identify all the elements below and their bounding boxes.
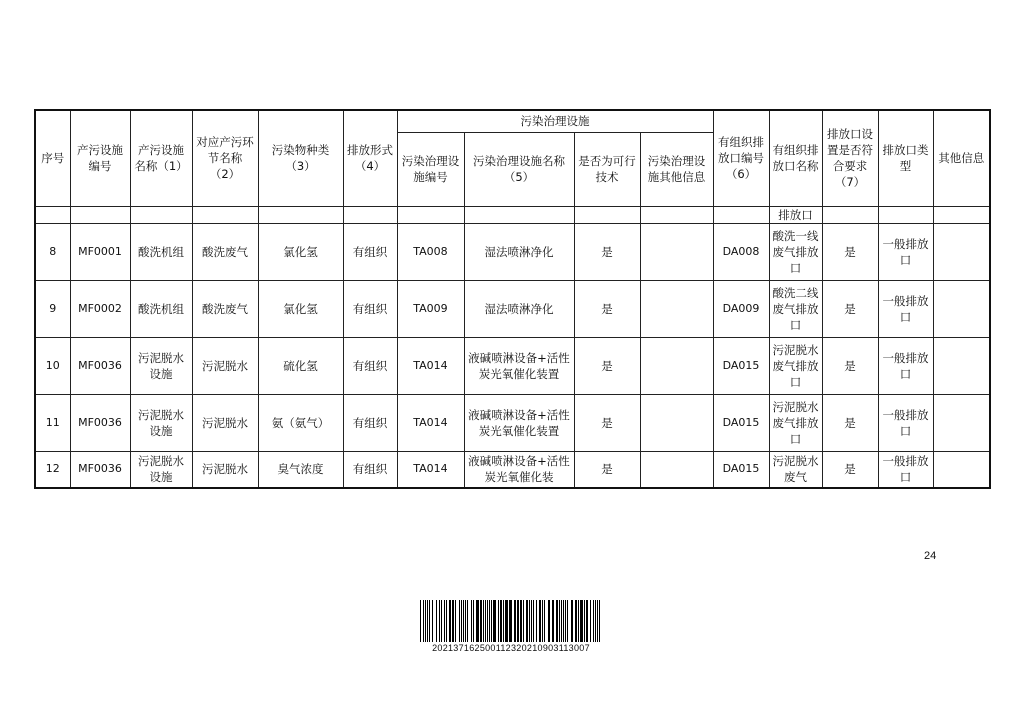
cell-pollutant: 氯化氢 <box>258 280 343 337</box>
header-facility-id: 产污设施编号 <box>70 110 130 206</box>
table-row <box>35 223 990 280</box>
cell-pollutant: 氯化氢 <box>258 223 343 280</box>
cell-process: 污泥脱水 <box>192 394 258 451</box>
cell-treat-other <box>640 451 713 488</box>
cell-form: 有组织 <box>343 337 397 394</box>
cell-treat-id: TA014 <box>397 394 464 451</box>
cell-facility-id: MF0036 <box>70 337 130 394</box>
header-feasible: 是否为可行技术 <box>574 132 640 206</box>
cell-compliant: 是 <box>822 451 878 488</box>
cell-feasible: 是 <box>574 337 640 394</box>
header-treatment-other: 污染治理设施其他信息 <box>640 132 713 206</box>
cell-seq: 8 <box>35 223 70 280</box>
cell-outlet-name: 酸洗二线废气排放口 <box>769 280 822 337</box>
cell-treat-name: 液碱喷淋设备+活性炭光氧催化装 <box>464 451 574 488</box>
spill-outlet-name: 排放口 <box>769 206 822 223</box>
cell-compliant: 是 <box>822 337 878 394</box>
cell-outlet-name: 酸洗一线废气排放口 <box>769 223 822 280</box>
cell-outlet-name: 污泥脱水废气排放口 <box>769 337 822 394</box>
header-seq: 序号 <box>35 110 70 206</box>
cell-facility-name: 污泥脱水设施 <box>130 394 192 451</box>
cell-outlet-id: DA015 <box>713 451 769 488</box>
header-emission-form: 排放形式（4） <box>343 110 397 206</box>
cell-process: 酸洗废气 <box>192 280 258 337</box>
cell-other <box>933 223 990 280</box>
header-other: 其他信息 <box>933 110 990 206</box>
cell-type: 一般排放口 <box>878 337 933 394</box>
cell-treat-id: TA009 <box>397 280 464 337</box>
table-row <box>35 337 990 394</box>
cell-type: 一般排放口 <box>878 394 933 451</box>
cell-treat-name: 液碱喷淋设备+活性炭光氧催化装置 <box>464 337 574 394</box>
cell-form: 有组织 <box>343 394 397 451</box>
page-number: 24 <box>924 550 937 562</box>
cell-form: 有组织 <box>343 280 397 337</box>
cell-treat-name: 湿法喷淋净化 <box>464 280 574 337</box>
cell-treat-other <box>640 223 713 280</box>
cell-feasible: 是 <box>574 451 640 488</box>
cell-seq: 11 <box>35 394 70 451</box>
cell-process: 酸洗废气 <box>192 223 258 280</box>
cell-feasible: 是 <box>574 280 640 337</box>
cell-treat-other <box>640 337 713 394</box>
cell-outlet-id: DA009 <box>713 280 769 337</box>
header-treatment-id: 污染治理设施编号 <box>397 132 464 206</box>
cell-treat-name: 湿法喷淋净化 <box>464 223 574 280</box>
cell-form: 有组织 <box>343 223 397 280</box>
cell-outlet-name: 污泥脱水废气 <box>769 451 822 488</box>
cell-pollutant: 臭气浓度 <box>258 451 343 488</box>
cell-treat-id: TA008 <box>397 223 464 280</box>
barcode-icon <box>420 600 602 642</box>
cell-seq: 9 <box>35 280 70 337</box>
cell-treat-id: TA014 <box>397 337 464 394</box>
cell-treat-other <box>640 280 713 337</box>
cell-other <box>933 451 990 488</box>
cell-other <box>933 337 990 394</box>
cell-facility-name: 污泥脱水设施 <box>130 451 192 488</box>
cell-feasible: 是 <box>574 394 640 451</box>
cell-facility-id: MF0001 <box>70 223 130 280</box>
cell-outlet-id: DA008 <box>713 223 769 280</box>
cell-treat-other <box>640 394 713 451</box>
cell-process: 污泥脱水 <box>192 451 258 488</box>
header-outlet-type: 排放口类型 <box>878 110 933 206</box>
cell-seq: 12 <box>35 451 70 488</box>
cell-feasible: 是 <box>574 223 640 280</box>
header-outlet-id: 有组织排放口编号（6） <box>713 110 769 206</box>
cell-treat-name: 液碱喷淋设备+活性炭光氧催化装置 <box>464 394 574 451</box>
cell-other <box>933 394 990 451</box>
cell-compliant: 是 <box>822 223 878 280</box>
barcode-number: 202137162500112320210903113007 <box>432 643 590 653</box>
header-row-1 <box>35 110 990 132</box>
cell-compliant: 是 <box>822 280 878 337</box>
header-treatment-name: 污染治理设施名称（5） <box>464 132 574 206</box>
cell-outlet-id: DA015 <box>713 394 769 451</box>
table-row <box>35 280 990 337</box>
cell-seq: 10 <box>35 337 70 394</box>
cell-pollutant: 硫化氢 <box>258 337 343 394</box>
cell-other <box>933 280 990 337</box>
cell-facility-name: 酸洗机组 <box>130 223 192 280</box>
header-outlet-compliant: 排放口设置是否符合要求（7） <box>822 110 878 206</box>
cell-treat-id: TA014 <box>397 451 464 488</box>
pollutant-facility-table <box>34 109 991 489</box>
header-pollutant: 污染物种类（3） <box>258 110 343 206</box>
cell-type: 一般排放口 <box>878 223 933 280</box>
header-process-name: 对应产污环节名称（2） <box>192 110 258 206</box>
table-row <box>35 394 990 451</box>
cell-type: 一般排放口 <box>878 451 933 488</box>
cell-process: 污泥脱水 <box>192 337 258 394</box>
cell-facility-name: 污泥脱水设施 <box>130 337 192 394</box>
cell-facility-id: MF0036 <box>70 394 130 451</box>
header-treatment-group: 污染治理设施 <box>397 110 713 132</box>
cell-outlet-name: 污泥脱水废气排放口 <box>769 394 822 451</box>
cell-form: 有组织 <box>343 451 397 488</box>
cell-facility-id: MF0002 <box>70 280 130 337</box>
table-row <box>35 451 990 488</box>
cell-compliant: 是 <box>822 394 878 451</box>
spill-row <box>35 206 990 223</box>
cell-pollutant: 氨（氨气） <box>258 394 343 451</box>
header-facility-name: 产污设施名称（1） <box>130 110 192 206</box>
cell-type: 一般排放口 <box>878 280 933 337</box>
header-outlet-name: 有组织排放口名称 <box>769 110 822 206</box>
cell-facility-name: 酸洗机组 <box>130 280 192 337</box>
cell-outlet-id: DA015 <box>713 337 769 394</box>
cell-facility-id: MF0036 <box>70 451 130 488</box>
